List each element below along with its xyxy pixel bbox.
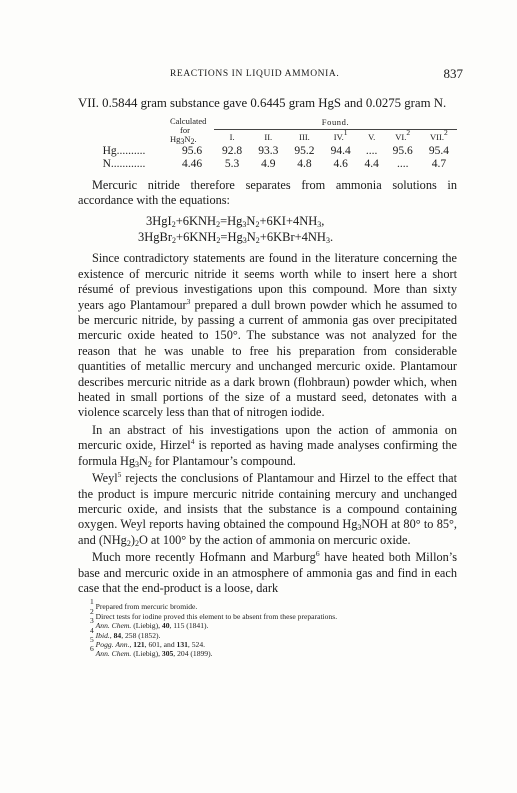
formula-header: $Hg_3N_2$. [170, 133, 197, 146]
page [78, 66, 463, 659]
col-v: V. [368, 132, 376, 143]
running-head-title: REACTIONS IN LIQUID AMMONIA. [170, 69, 340, 79]
experiment-vii [78, 96, 457, 112]
calculated-header: Calculated for $Hg_3N_2$. [170, 117, 214, 144]
paragraph-hirzel: In an abstract of his investigations upon the action of ammonia on mercuric oxide, Hirzel$^4$ is reported as having made analyses confirming the formula $Hg_3N_2$ for Plantamour’s compound. [78, 422, 457, 469]
footnote-6: $^6$ Ann. Chem. (Liebig), 305, 204 (1899). [90, 644, 213, 659]
table-row: N............ 4.46 5.3 4.9 4.8 4.6 4.4 .... 4.7 [102, 157, 447, 170]
footnote-5: $^5$ Pogg. Ann., 121, 601, and 131, 524. [90, 634, 206, 649]
equation-2: $3HgBr_2+6KNH_2=Hg_3N_2+6KBr+4NH_3$. [138, 230, 334, 246]
footnote-2: $^2$ Direct tests for iodine proved this element to be absent from these preparations. [90, 606, 338, 621]
page-number: 837 [443, 66, 463, 81]
paragraph-plantamour: Since contradictory statements are found in the literature concerning the existence of mercuric nitride it seems worth while to insert here a short résumé of previous investigations upon this compound. More than sixty years ago Plantamour$^3$ prepared a dull brown powder which he assumed to be mercuric nitride, by passing a current of ammonia gas over precipitated mercuric oxide heated to 150°. The substance was not analyzed for the reason that he was unable to free his preparation from considerable quantities of metallic mercury and unchanged mercuric oxide. Plantamour describes mercuric nitride as a dark brown (flohbraun) powder which, when heated in small portions of the size of a mustard seed, detonates with a violence scarcely less than that of nitrogen iodide. [78, 251, 458, 420]
found-header: Found. [214, 117, 457, 130]
footnote-4: $^4$ Ibid., 84, 258 (1852). [90, 625, 161, 640]
col-vii: VII.$^2$ [430, 128, 448, 143]
paragraph-hofmann: Much more recently Hofmann and Marburg$^6$ have heated both Millon’s base and mercuric oxide in an atmosphere of ammonia gas and find in each case that the end-product is a loose, dark [78, 549, 458, 595]
results-table [78, 117, 457, 170]
col-i: I. [229, 132, 235, 143]
col-vi: VI.$^2$ [395, 128, 411, 143]
footnote-ref: 5 [117, 470, 122, 480]
running-head [78, 66, 463, 84]
table-row: Hg.......... 95.6 92.8 93.3 95.2 94.4 .... 95.6 95.4 [102, 144, 449, 157]
footnote-ref: 6 [315, 549, 320, 559]
experiment-label: VII. [78, 96, 99, 110]
equations [78, 213, 457, 245]
footnote-ref: 3 [186, 296, 191, 306]
col-iv: IV.$^1$ [333, 128, 348, 143]
footnote-3: $^3$ Ann. Chem. (Liebig), 40, 115 (1841). [90, 616, 209, 631]
experiment-text: 0.5844 gram substance gave 0.6445 gram HgS and 0.0275 gram N. [102, 96, 447, 110]
footnotes [78, 597, 457, 659]
footnote-1: $^1$ Prepared from mercuric bromide. [90, 597, 198, 612]
equation-1: $3HgI_2+6KNH_2=Hg_3N_2+6KI+4NH_3$, [146, 214, 325, 230]
paragraph-weyl: Weyl$^5$ rejects the conclusions of Plantamour and Hirzel to the effect that the product is impure mercuric nitride containing mercury and unchanged mercuric oxide, and insists that the substance is a compound containing oxygen. Weyl reports having obtained the compound $Hg_3NOH$ at 80° to 85°, and $(NHg_2)_2O$ at 100° by the action of ammonia on mercuric oxide. [78, 470, 458, 548]
col-ii: II. [264, 132, 273, 143]
paragraph-equations-intro: Mercuric nitride therefore separates from ammonia solutions in accordance with the equations: [78, 177, 457, 207]
footnote-ref: 4 [190, 437, 195, 447]
col-iii: III. [299, 132, 310, 143]
